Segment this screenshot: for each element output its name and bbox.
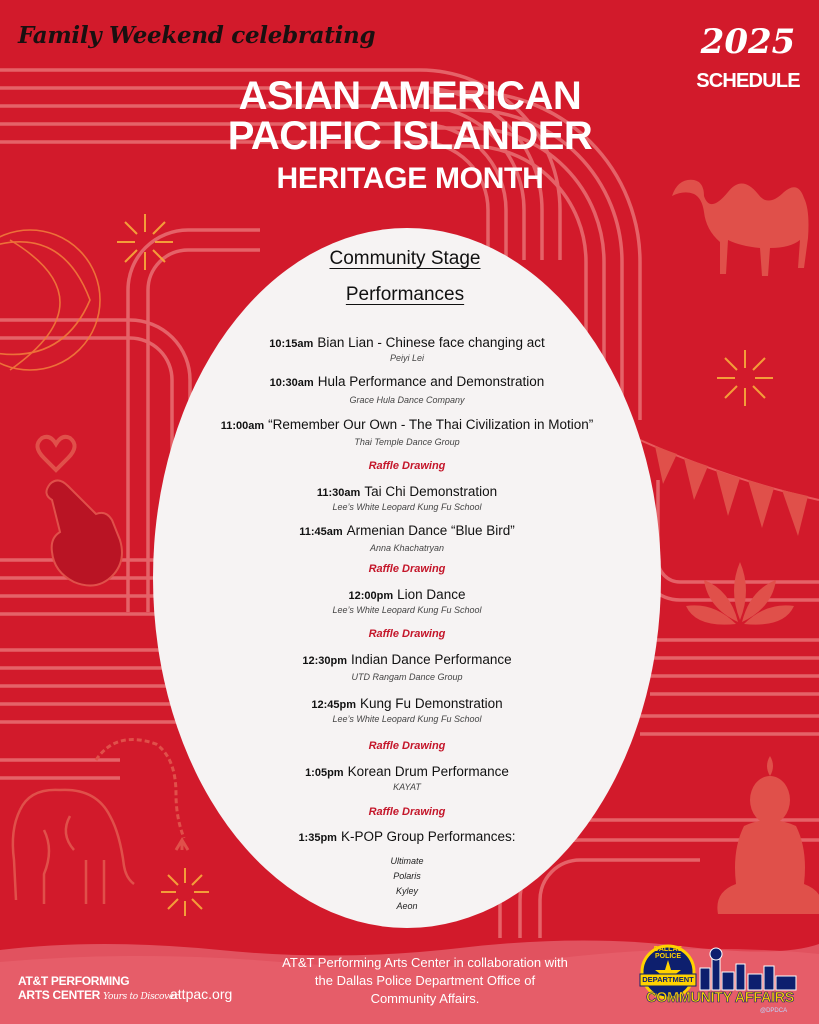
schedule-time: 12:00pm — [348, 590, 394, 602]
schedule-item — [160, 587, 654, 615]
kpop-group: Ultimate — [390, 856, 424, 866]
family-weekend-script-title: Family Weekend celebrating — [18, 22, 376, 49]
schedule-performer: Thai Temple Dance Group — [354, 437, 460, 447]
stage-title-line-2: Performances — [345, 284, 465, 305]
heart-icon — [37, 437, 74, 470]
raffle-drawing: Raffle Drawing — [368, 740, 446, 752]
schedule-performer: UTD Rangam Dance Group — [351, 672, 463, 682]
schedule-time: 1:35pm — [298, 832, 337, 844]
schedule-title: Indian Dance Performance — [351, 652, 512, 667]
kpop-group: Aeon — [396, 901, 418, 911]
schedule-performer: KAYAT — [393, 782, 421, 792]
kpop-group: Kyley — [395, 886, 418, 896]
year-label: 2025 — [700, 22, 796, 62]
schedule-time: 1:05pm — [305, 767, 344, 779]
lotus-icon — [686, 562, 794, 625]
att-logo-line-2: ARTS CENTER — [18, 988, 101, 1002]
att-tagline: Yours to Discover — [103, 992, 178, 1002]
schedule-item — [160, 652, 654, 682]
schedule-item — [160, 374, 654, 405]
schedule-title: Kung Fu Demonstration — [360, 696, 503, 711]
schedule-title: Tai Chi Demonstration — [364, 484, 498, 499]
schedule-performer: Lee’s White Leopard Kung Fu School — [332, 502, 482, 512]
raffle-drawing: Raffle Drawing — [368, 563, 446, 575]
schedule-label: SCHEDULE — [696, 70, 800, 92]
schedule-title: Bian Lian - Chinese face changing act — [317, 335, 545, 350]
dpd-arc-text: DALLAS POLICE — [653, 946, 683, 960]
schedule-performer: Anna Khachatryan — [369, 543, 445, 553]
collaboration-note — [270, 954, 580, 1008]
schedule-time: 10:30am — [269, 377, 314, 389]
collab-line-3: Community Affairs. — [370, 991, 480, 1006]
schedule-item — [160, 417, 654, 447]
schedule-performer: Lee’s White Leopard Kung Fu School — [332, 714, 482, 724]
circle-line-art — [0, 230, 100, 370]
collab-line-1: AT&T Performing Arts Center in collaboration with — [282, 955, 568, 970]
schedule-title: Hula Performance and Demonstration — [317, 374, 545, 389]
social-handle: @DPDCA — [760, 1008, 788, 1014]
dpd-band-text: DEPARTMENT — [642, 975, 694, 984]
att-website-url: attpac.org — [170, 986, 233, 1002]
stage-title-line-1: Community Stage — [329, 248, 481, 269]
raffle-drawing: Raffle Drawing — [368, 628, 446, 640]
schedule-title: Lion Dance — [397, 587, 466, 602]
schedule-title: Korean Drum Performance — [347, 764, 509, 779]
collab-line-2: the Dallas Police Department Office of — [314, 973, 536, 988]
finger-heart-hand-icon — [46, 480, 122, 585]
camel-icon — [672, 180, 809, 276]
title-line-3: HERITAGE MONTH — [276, 162, 544, 195]
schedule-time: 12:45pm — [311, 699, 357, 711]
kpop-group: Polaris — [393, 871, 421, 881]
schedule-performer: Lee’s White Leopard Kung Fu School — [332, 605, 482, 615]
schedule-item — [160, 484, 654, 512]
schedule-item — [160, 335, 654, 363]
title-line-1: ASIAN AMERICAN — [238, 74, 582, 118]
schedule-item — [160, 764, 654, 792]
raffle-drawing: Raffle Drawing — [368, 806, 446, 818]
schedule-time: 11:45am — [299, 526, 343, 538]
raffle-drawing: Raffle Drawing — [368, 460, 446, 472]
bunting-flags-icon — [655, 446, 808, 536]
community-affairs-label: COMMUNITY AFFAIRS — [646, 990, 794, 1006]
att-performing-arts-logo — [18, 974, 178, 1004]
schedule-item — [160, 523, 654, 553]
schedule-time: 12:30pm — [302, 655, 348, 667]
title-line-2: PACIFIC ISLANDER — [227, 114, 593, 158]
schedule-title: Armenian Dance “Blue Bird” — [346, 523, 515, 538]
schedule-performer: Grace Hula Dance Company — [349, 395, 465, 405]
buddha-statue-icon — [717, 756, 819, 914]
schedule-performer: Peiyi Lei — [389, 353, 425, 363]
schedule-title: “Remember Our Own - The Thai Civilization in Motion” — [268, 417, 594, 432]
schedule-time: 11:00am — [220, 420, 265, 432]
schedule-item — [160, 696, 654, 724]
schedule-item — [160, 829, 654, 844]
elephant-icon — [13, 790, 134, 904]
schedule-time: 10:15am — [269, 338, 314, 350]
schedule-title: K-POP Group Performances: — [340, 829, 516, 844]
schedule-oval-panel — [153, 228, 661, 928]
att-logo-line-1: AT&T PERFORMING — [18, 974, 130, 988]
schedule-time: 11:30am — [316, 487, 361, 499]
